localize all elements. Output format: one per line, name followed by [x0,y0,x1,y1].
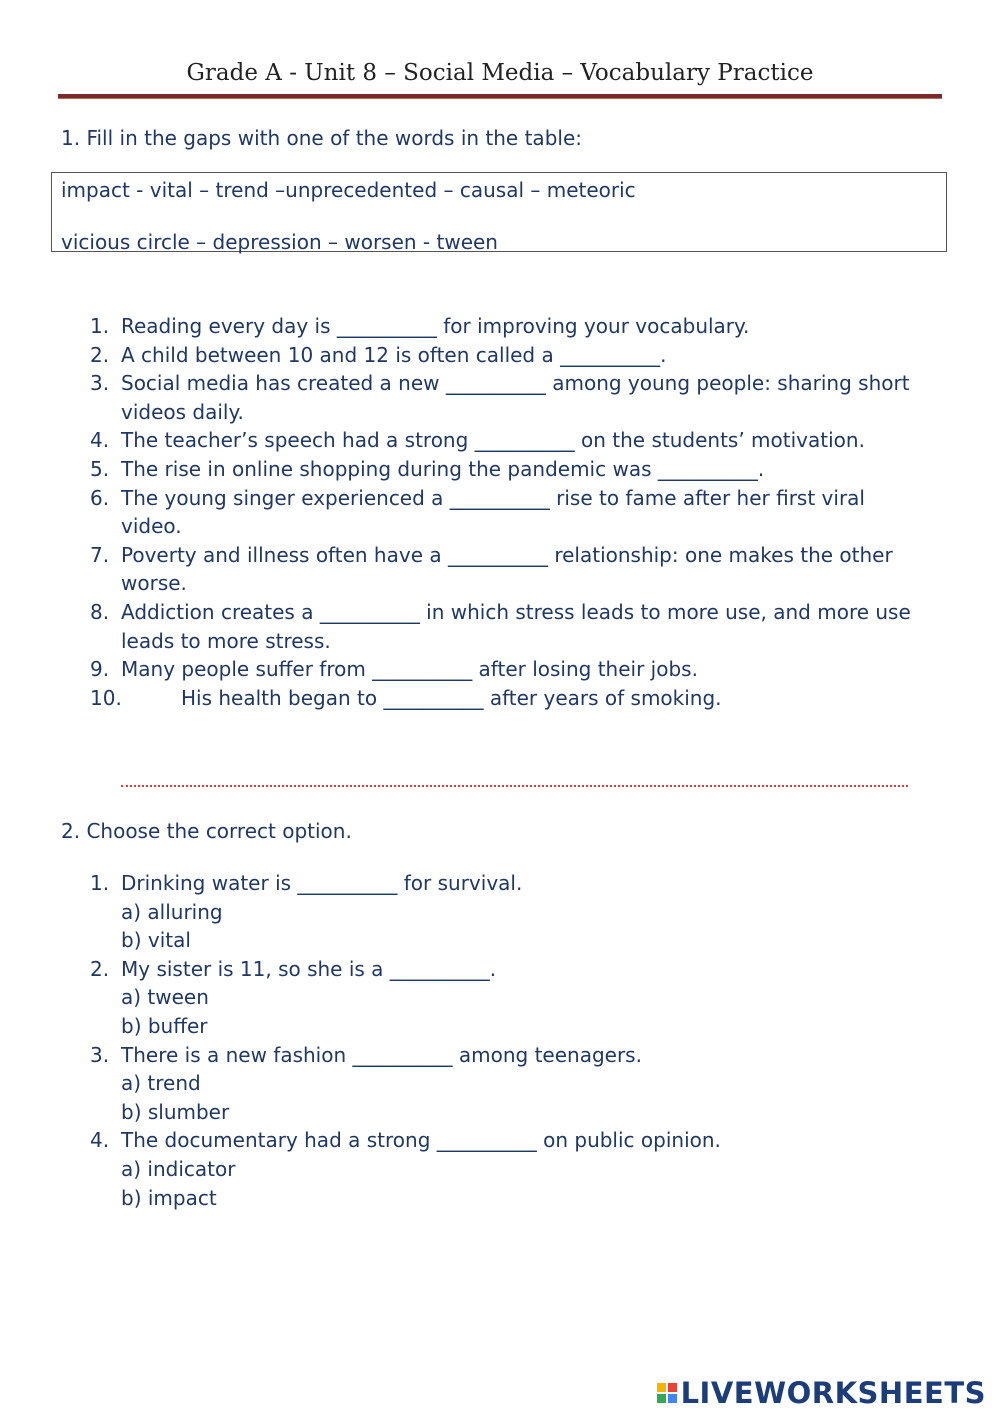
multiple-choice-list [90,869,921,1212]
logo-square-yellow [657,1383,666,1392]
option-b: b) impact [121,1185,217,1210]
option-a: a) alluring [121,899,223,924]
question-text: Addiction creates a __________ in which stress leads to more use, and more use leads to more stress. [121,599,911,653]
gap-fill-question [90,684,981,713]
question-number: 3. [90,1042,110,1067]
question-number: 9. [90,657,110,682]
gap-fill-question [90,598,981,655]
option-a: a) indicator [121,1156,236,1181]
question-text: His health began to __________ after years of smoking. [181,685,722,710]
question-text: My sister is 11, so she is a __________. [121,956,497,981]
question-number: 6. [90,485,110,510]
question-number: 10. [90,685,122,710]
question-text: The young singer experienced a __________ rise to fame after her first viral video. [121,485,865,539]
multiple-choice-question [90,1041,921,1127]
question-text: There is a new fashion __________ among teenagers. [121,1042,642,1067]
brand-text: LIVEWORKSHEETS [680,1376,986,1410]
question-text: The rise in online shopping during the pandemic was __________. [121,456,765,481]
liveworksheets-brand[interactable] [657,1376,986,1410]
question-text: The documentary had a strong __________ on public opinion. [121,1128,721,1153]
question-number: 1. [90,871,110,895]
multiple-choice-question [90,1126,921,1212]
question-number: 8. [90,599,110,624]
question-number: 4. [90,1128,110,1153]
question-text: Many people suffer from __________ after losing their jobs. [121,657,698,682]
question-text: Social media has created a new __________ among young people: sharing short videos daily. [121,371,910,424]
question-text: Drinking water is __________ for survival. [121,871,523,895]
gap-fill-question [90,655,981,684]
word-bank-line-1: impact - vital – trend –unprecedented – causal – meteoric [61,178,636,202]
gap-fill-question [90,455,981,484]
logo-square-blue [668,1394,677,1403]
multiple-choice-question [90,869,921,955]
gap-fill-question-list [90,312,981,712]
liveworksheets-logo-icon [657,1383,677,1403]
option-b: b) buffer [121,1013,208,1038]
question-number: 2. [90,956,110,981]
title-divider [58,94,942,99]
question-number: 2. [90,342,110,367]
dotted-separator [121,785,908,787]
section1-heading: 1. Fill in the gaps with one of the words in the table: [61,126,582,150]
question-number: 4. [90,428,110,453]
gap-fill-question [90,541,981,598]
question-number: 5. [90,456,110,481]
question-number: 3. [90,371,110,396]
page-title: Grade A - Unit 8 – Social Media – Vocabulary Practice [186,60,814,86]
option-b: b) slumber [121,1099,230,1124]
gap-fill-question [90,426,981,455]
section2-heading: 2. Choose the correct option. [61,819,352,843]
multiple-choice-question [90,955,921,1041]
logo-square-green [657,1394,666,1403]
word-bank-box [51,172,947,252]
question-text: Poverty and illness often have a __________ relationship: one makes the other worse. [121,542,893,596]
logo-square-red [668,1383,677,1392]
question-number: 7. [90,542,110,567]
question-text: A child between 10 and 12 is often called a __________. [121,342,667,367]
gap-fill-question [90,484,981,541]
option-a: a) trend [121,1071,201,1096]
word-bank-line-2: vicious circle – depression – worsen - tween [61,230,498,254]
gap-fill-question [90,369,981,426]
gap-fill-question [90,312,981,341]
option-b: b) vital [121,928,191,953]
question-text: Reading every day is __________ for improving your vocabulary. [121,314,750,338]
gap-fill-question [90,341,981,370]
question-number: 1. [90,314,110,338]
option-a: a) tween [121,985,209,1010]
question-text: The teacher’s speech had a strong __________ on the students’ motivation. [121,428,865,453]
